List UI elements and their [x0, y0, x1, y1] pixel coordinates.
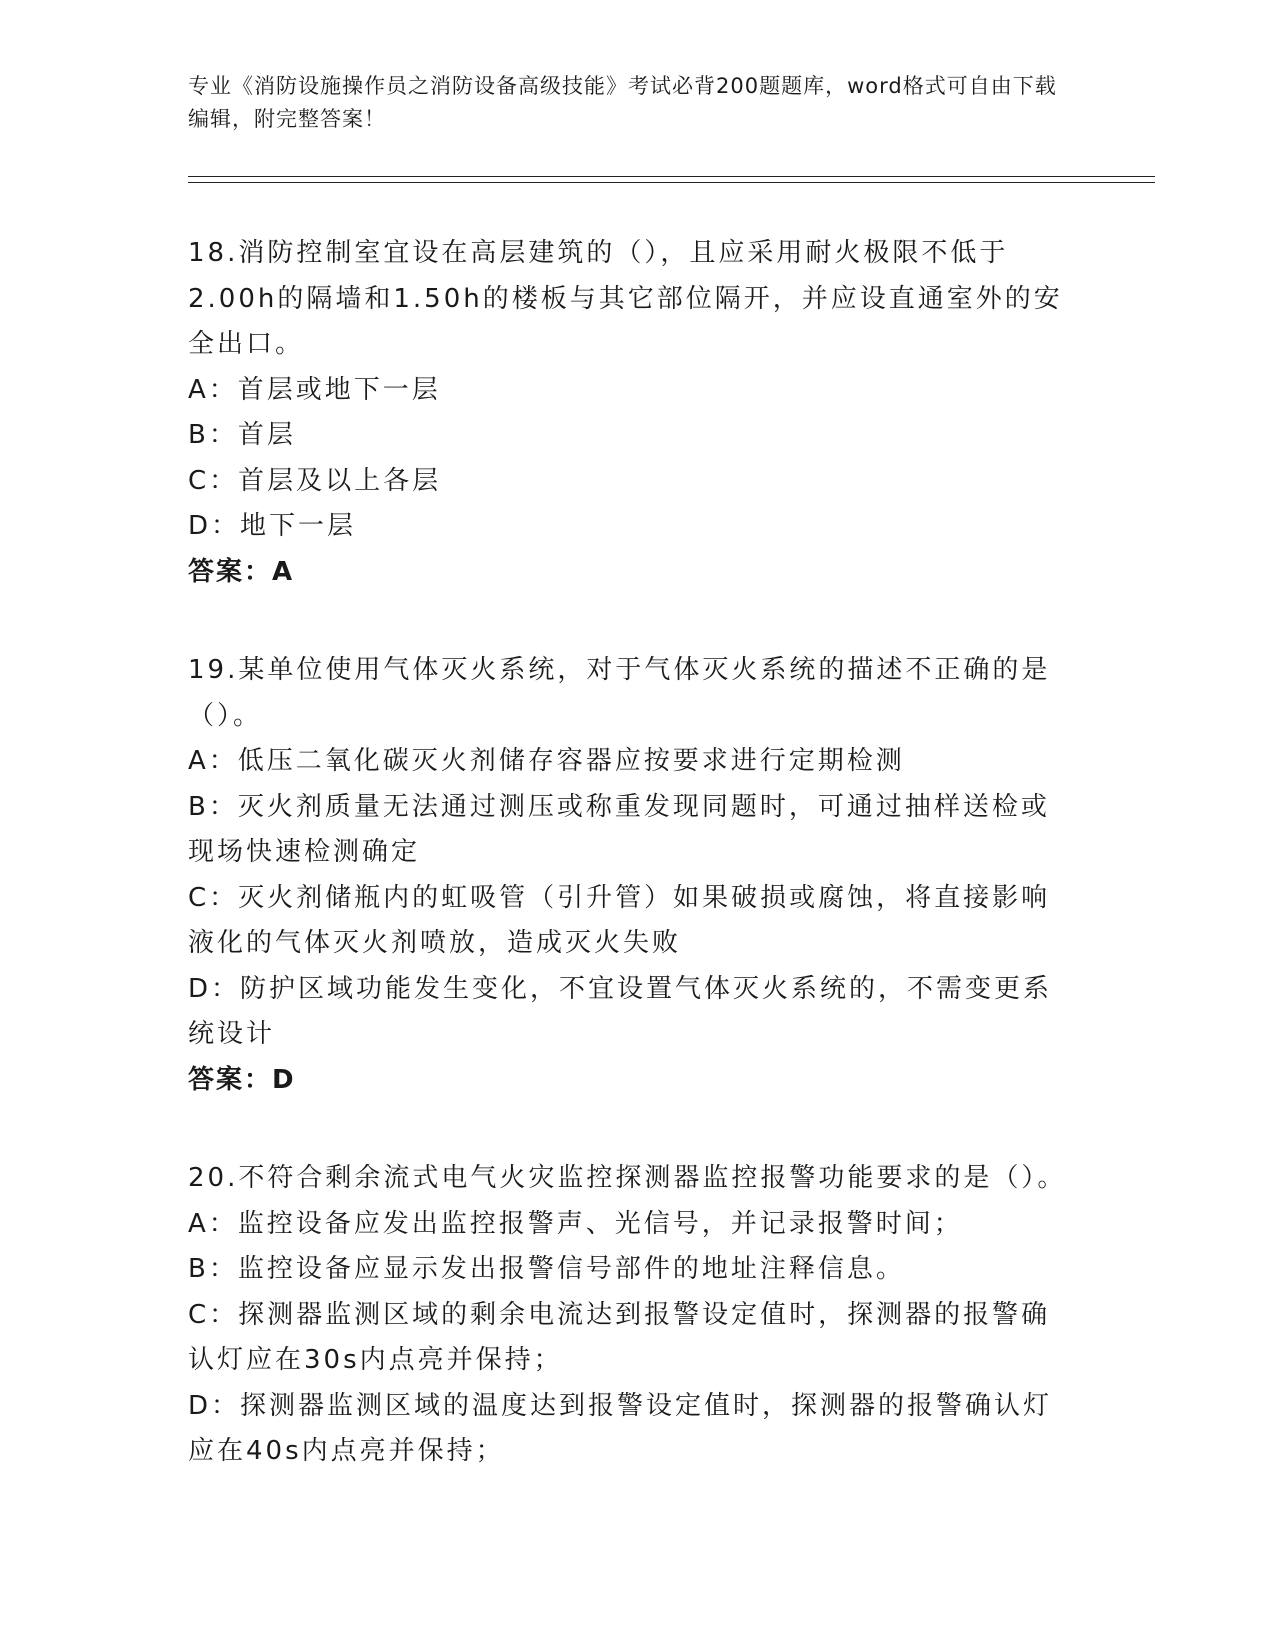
question-20: [188, 1156, 1078, 1475]
header-divider: [188, 176, 1155, 183]
option-d: D：地下一层: [188, 511, 357, 541]
answer-label: 答案：D: [188, 1064, 296, 1095]
option-a: A：监控设备应发出监控报警声、光信号，并记录报警时间；: [188, 1208, 963, 1239]
answer-label: 答案：A: [188, 556, 295, 587]
option-a: A：首层或地下一层: [188, 374, 441, 405]
option-c: C：首层及以上各层: [188, 465, 442, 496]
document-page: [188, 70, 1148, 1475]
document-header: 专业《消防设施操作员之消防设备高级技能》考试必背200题题库，word格式可自由下载编辑，附完整答案！: [188, 74, 1057, 131]
question-19: [188, 648, 1078, 1103]
option-a: A：低压二氧化碳灭火剂储存容器应按要求进行定期检测: [188, 746, 905, 776]
question-18: [188, 231, 1078, 595]
option-b: B：灭火剂质量无法通过测压或称重发现同题时，可通过抽样送检或现场快速检测确定: [188, 791, 1050, 867]
option-d: D：防护区域功能发生变化，不宜设置气体灭火系统的，不需变更系统设计: [188, 973, 1053, 1049]
option-c: C：探测器监测区域的剩余电流达到报警设定值时，探测器的报警确认灯应在30s内点亮并保持；: [188, 1299, 1051, 1375]
option-d: D：探测器监测区域的温度达到报警设定值时，探测器的报警确认灯应在40s内点亮并保持；: [188, 1390, 1053, 1466]
question-stem: 20.不符合剩余流式电气火灾监控探测器监控报警功能要求的是（）。: [188, 1163, 1067, 1193]
option-b: B：监控设备应显示发出报警信号部件的地址注释信息。: [188, 1254, 905, 1284]
option-b: B：首层: [188, 420, 296, 450]
question-stem: 19.某单位使用气体灭火系统，对于气体灭火系统的描述不正确的是（）。: [188, 655, 1051, 731]
option-c: C：灭火剂储瓶内的虹吸管（引升管）如果破损或腐蚀，将直接影响液化的气体灭火剂喷放，造成灭火失败: [188, 882, 1051, 958]
question-stem: 18.消防控制室宜设在高层建筑的（），且应采用耐火极限不低于2.00h的隔墙和1.50h的楼板与其它部位隔开，并应设直通室外的安全出口。: [188, 238, 1063, 359]
